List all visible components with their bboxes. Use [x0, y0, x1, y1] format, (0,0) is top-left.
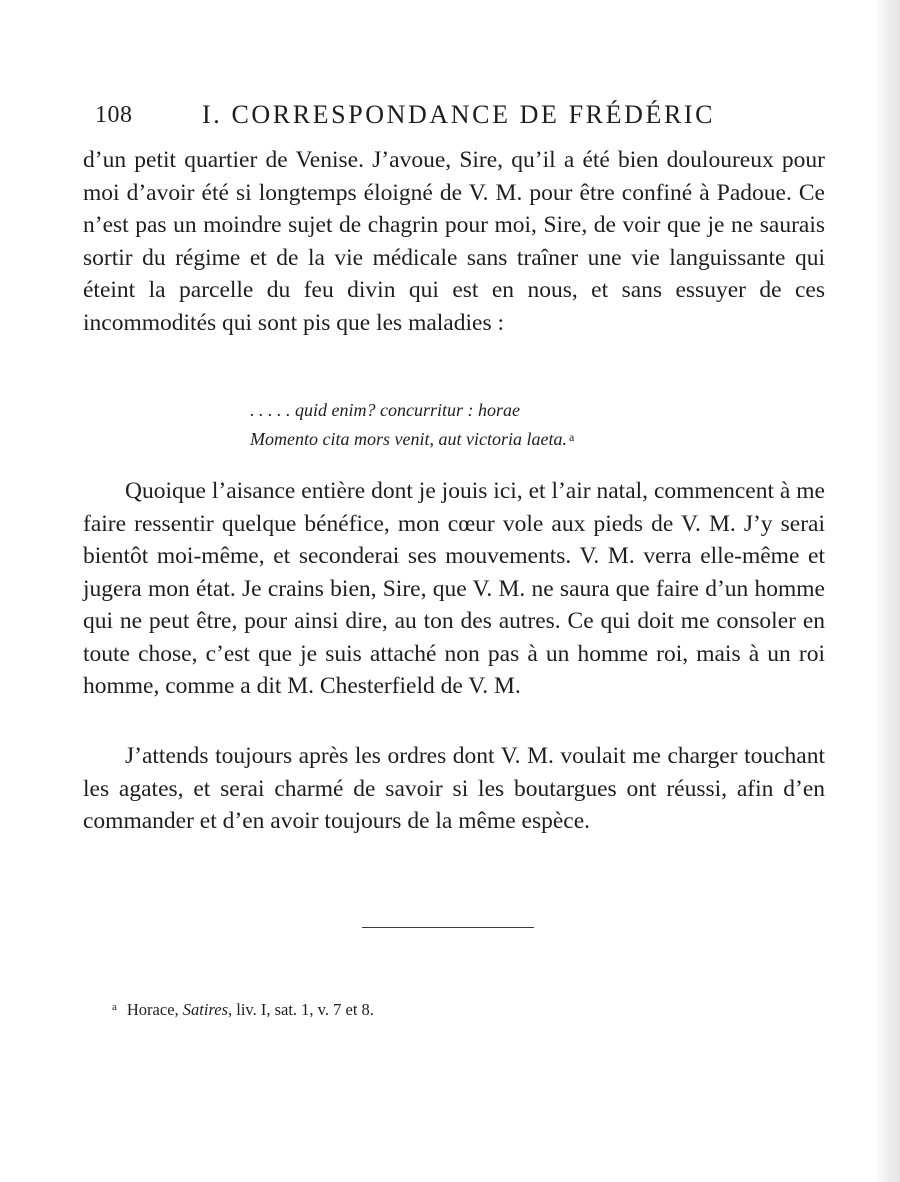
paragraph-1: d’un petit quartier de Venise. J’avoue, Sire, qu’il a été bien douloureux pour moi d’avoir été si longtemps éloigné de V. M. pour être confiné à Padoue. Ce n’est pas un moindre sujet de chagrin pour moi, Sire, de voir que je ne saurais sortir du régime et de la vie médicale sans traîner une vie languissante qui éteint la parcelle du feu divin qui est en nous, et sans essuyer de ces incommodités qui sont pis que les maladies : — [83, 147, 825, 336]
footnote-title: Satires, — [182, 1000, 233, 1019]
footnote-mark: a — [112, 1001, 117, 1013]
footnote-reference: a — [568, 430, 575, 444]
footnote-reference-text: liv. I, sat. 1, v. 7 et 8. — [236, 1000, 374, 1019]
footnote — [112, 1000, 374, 1020]
quotation-line-2-text: Momento cita mors venit, aut victoria laeta. — [250, 429, 567, 449]
page-edge-shadow — [874, 0, 900, 1182]
running-header — [95, 100, 815, 136]
quotation-line-1: . . . . . quid enim? concurritur : horae — [250, 400, 520, 420]
paragraph-3: J’attends toujours après les ordres dont V. M. voulait me charger touchant les agates, et serai charmé de savoir si les boutargues ont réussi, afin d’en commander et d’en avoir toujours de la même espèce. — [83, 743, 825, 834]
quotation-line-2 — [250, 424, 574, 453]
footnote-divider — [362, 927, 534, 928]
paragraph-2: Quoique l’aisance entière dont je jouis ici, et l’air natal, commencent à me faire ressentir quelque bénéfice, mon cœur vole aux pieds de V. M. J’y serai bientôt moi-même, et seconderai ses mouvements. V. M. verra elle-même et jugera mon état. Je crains bien, Sire, que V. M. ne saura que faire d’un homme qui ne peut être, pour ainsi dire, au ton des autres. Ce qui doit me consoler en toute chose, c’est que je suis attaché non pas à un homme roi, mais à un roi homme, comme a dit M. Chesterfield de V. M. — [83, 478, 825, 699]
latin-quotation — [250, 397, 574, 453]
footnote-author: Horace, — [126, 1000, 179, 1019]
running-title: I. CORRESPONDANCE DE FRÉDÉRIC — [202, 100, 716, 129]
page-number: 108 — [95, 102, 133, 128]
